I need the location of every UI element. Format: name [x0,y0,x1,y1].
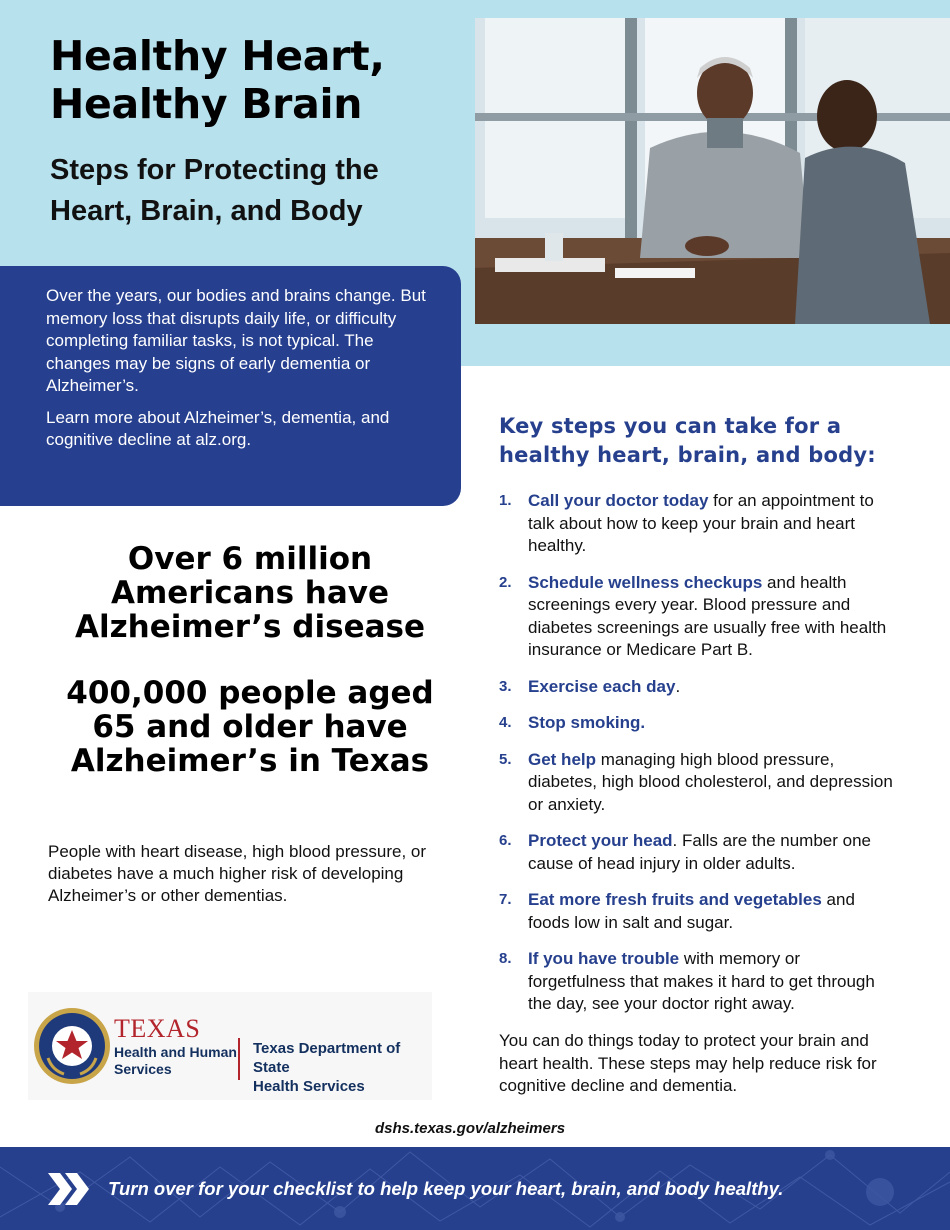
step-item: 1. Call your doctor today for an appointment to talk about how to keep your brain and heart healthy. [499,491,874,555]
step-item: 6. Protect your head. Falls are the number one cause of head injury in older adults. [499,831,871,873]
step-item: 8. If you have trouble with memory or forgetfulness that makes it hard to get through the day, see your doctor right away. [499,949,875,1013]
stat-texas-alzheimers: 400,000 people aged 65 and older have Alzheimer’s in Texas [66,675,434,779]
dshs-name: Texas Department of State Health Services [253,1040,401,1095]
risk-statement: People with heart disease, high blood pressure, or diabetes have a much higher risk of developing Alzheimer’s or other dementias. [48,842,427,905]
key-steps-heading: Key steps you can take for a healthy heart, brain, and body: [499,414,876,467]
step-item: 3. Exercise each day. [499,676,681,696]
logo-block [28,992,432,1100]
texas-wordmark: TEXAS [114,1014,201,1043]
double-chevron-icon [48,1173,90,1205]
website-url[interactable]: dshs.texas.gov/alzheimers [374,1120,566,1137]
intro-learn-more: Learn more about Alzheimer’s, dementia, and cognitive decline at alz.org. [46,407,390,449]
page-subtitle: Steps for Protecting the Heart, Brain, and Body [50,154,379,227]
texas-seal-icon [32,1006,112,1086]
logo-divider [238,1038,240,1080]
step-item: 4. Stop smoking. [499,713,646,732]
step-item: 5. Get help managing high blood pressure, diabetes, high blood cholesterol, and depression or anxiety. [499,749,893,814]
footer-banner [0,1147,950,1230]
hhs-name: Health and Human Services [114,1044,237,1077]
footer-text: Turn over for your checklist to help keep your heart, brain, and body healthy. [108,1178,784,1199]
doctor-patient-photo [475,18,950,324]
intro-paragraph: Over the years, our bodies and brains change. But memory loss that disrupts daily life, or difficulty completing familiar tasks, is not typical. The changes may be signs of early dementia or Alzheimer’s. [46,286,426,395]
closing-paragraph: You can do things today to protect your brain and heart health. These steps may help reduce risk for cognitive decline and dementia. [499,1031,877,1095]
intro-box [0,266,461,506]
stat-us-alzheimers: Over 6 million Americans have Alzheimer’s disease [74,541,425,645]
step-item: 7. Eat more fresh fruits and vegetables and foods low in salt and sugar. [499,890,855,932]
step-item: 2. Schedule wellness checkups and health screenings every year. Blood pressure and diabetes screenings are usually free with health insurance or Medicare Part B. [499,572,887,659]
page-title: Healthy Heart, Healthy Brain [50,32,385,128]
key-steps-list [499,490,899,1030]
